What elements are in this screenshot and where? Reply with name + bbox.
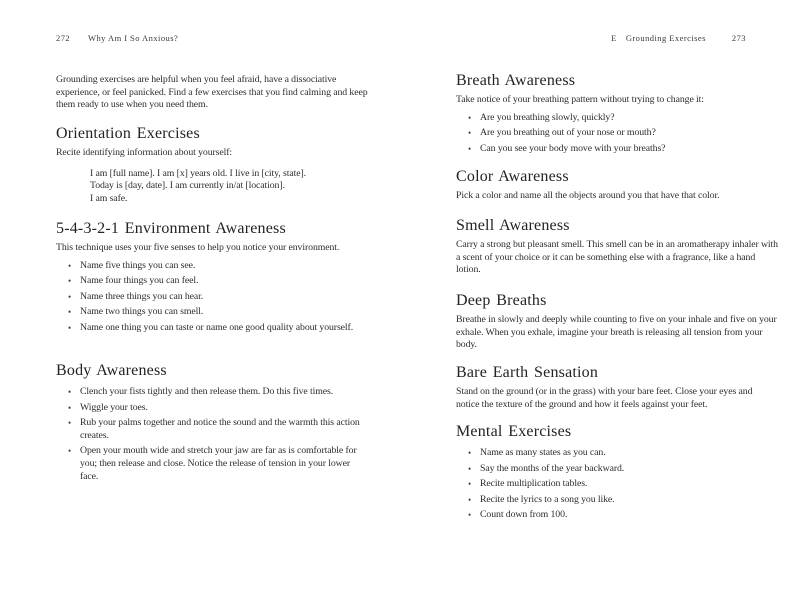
bullet-item: • Recite multiplication tables. — [456, 478, 766, 491]
section-orientation-exercises — [56, 124, 378, 205]
section-environment-awareness — [56, 219, 378, 338]
section-heading: 5-4-3-2-1 Environment Awareness — [56, 220, 286, 237]
running-title: Grounding Exercises — [625, 33, 706, 43]
section-heading: Color Awareness — [456, 168, 569, 185]
bullet-list — [56, 386, 378, 483]
bullet-item: • Say the months of the year backward. — [456, 463, 766, 476]
recitation-block — [90, 168, 378, 206]
running-title: Why Am I So Anxious? — [88, 33, 179, 43]
bullet-item: • Clench your fists tightly and then release them. Do this five times. — [56, 386, 366, 399]
recitation-line: I am [full name]. I am [x] years old. I live in [city, state]. — [90, 167, 306, 179]
section-mental-exercises — [456, 422, 778, 525]
section-heading: Orientation Exercises — [56, 125, 200, 142]
recitation-line: Today is [day, date]. I am currently in/at [location]. — [90, 180, 285, 192]
section-heading: Body Awareness — [56, 362, 167, 379]
section-lead: Pick a color and name all the objects around you that have that color. — [456, 190, 720, 201]
bullet-item: • Name as many states as you can. — [456, 447, 766, 460]
section-heading: Breath Awareness — [456, 72, 576, 89]
bullet-list — [456, 447, 778, 522]
bullet-item: • Count down from 100. — [456, 509, 766, 522]
section-lead: Breathe in slowly and deeply while counting to five on your inhale and five on your exhale. When you exhale, imagine your breath is releasing all tension from your body. — [456, 314, 777, 351]
bullet-item: • Rub your palms together and notice the sound and the warmth this action creates. — [56, 417, 366, 442]
page-number: 273 — [731, 33, 746, 43]
bullet-item: • Name one thing you can taste or name one good quality about yourself. — [56, 322, 366, 335]
running-head-left — [56, 33, 178, 43]
bullet-item: • Open your mouth wide and stretch your jaw are far as is comfortable for you; then release and close. Notice the release of tension in your lower face. — [56, 445, 366, 483]
page-right — [456, 0, 778, 600]
section-lead: This technique uses your five senses to help you notice your environment. — [56, 242, 340, 253]
recitation-line: I am safe. — [90, 192, 128, 204]
bullet-item: • Are you breathing slowly, quickly? — [456, 112, 766, 125]
bullet-item: • Name two things you can smell. — [56, 306, 366, 319]
section-body-awareness — [56, 361, 378, 486]
section-heading: Bare Earth Sensation — [456, 364, 599, 381]
bullet-list — [456, 112, 778, 156]
page-number: 272 — [56, 33, 71, 43]
section-lead: Stand on the ground (or in the grass) with your bare feet. Close your eyes and notice the texture of the ground and how it feels against your feet. — [456, 386, 753, 410]
section-lead: Carry a strong but pleasant smell. This smell can be in an aromatherapy inhaler with a scent of your choice or it can be something else with a fragrance, like a hand lotion. — [456, 239, 778, 276]
bullet-list — [56, 260, 378, 335]
bullet-item: • Name four things you can feel. — [56, 275, 366, 288]
section-lead: Take notice of your breathing pattern without trying to change it: — [456, 94, 704, 105]
section-color-awareness — [456, 167, 778, 203]
running-head-right — [456, 33, 746, 43]
intro-paragraph: Grounding exercises are helpful when you feel afraid, have a dissociative experience, or feel panicked. Find a few exercises that you find calming and keep them ready to use when you need them. — [56, 74, 368, 111]
bullet-item: • Can you see your body move with your breaths? — [456, 143, 766, 156]
bullet-item: • Wiggle your toes. — [56, 402, 366, 415]
section-smell-awareness — [456, 216, 778, 277]
appendix-letter: E — [611, 33, 617, 43]
section-heading: Mental Exercises — [456, 423, 572, 440]
section-breath-awareness — [456, 71, 778, 158]
bullet-item: • Are you breathing out of your nose or mouth? — [456, 127, 766, 140]
bullet-item: • Recite the lyrics to a song you like. — [456, 494, 766, 507]
bullet-item: • Name three things you can hear. — [56, 291, 366, 304]
page-left — [56, 0, 378, 600]
section-bare-earth-sensation — [456, 363, 778, 411]
section-deep-breaths — [456, 291, 778, 352]
bullet-item: • Name five things you can see. — [56, 260, 366, 273]
section-heading: Deep Breaths — [456, 292, 547, 309]
section-lead: Recite identifying information about yourself: — [56, 147, 233, 158]
section-heading: Smell Awareness — [456, 217, 570, 234]
